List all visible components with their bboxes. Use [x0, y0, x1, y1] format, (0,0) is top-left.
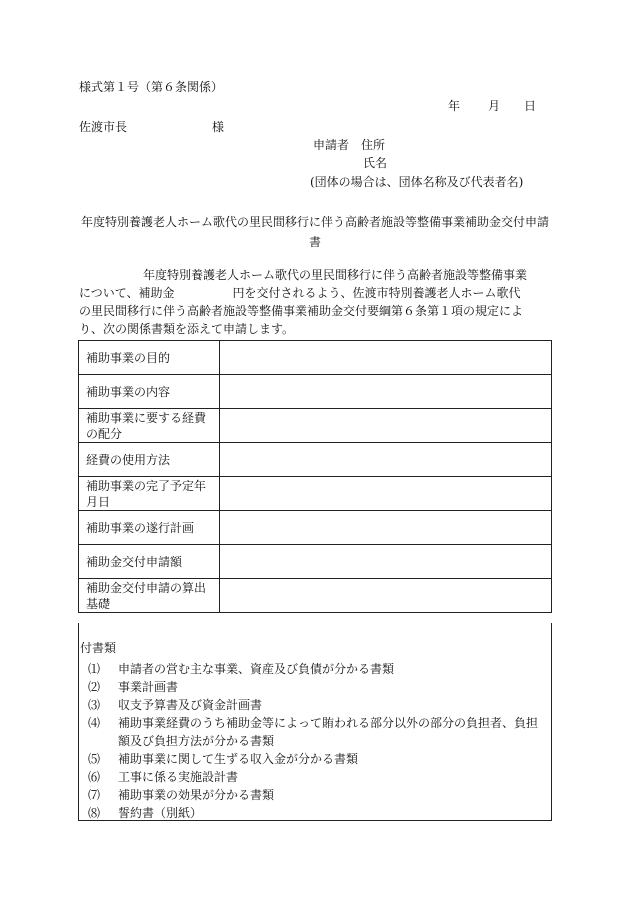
row-label: 補助事業の遂行計画	[79, 511, 220, 545]
form-number: 様式第１号（第６条関係）	[79, 80, 224, 94]
row-value-field[interactable]	[220, 341, 552, 375]
attachments-title: 付書類	[80, 641, 117, 655]
list-item	[88, 786, 548, 804]
item-text: 補助事業に関して生ずる収入金が分かる書類	[118, 752, 359, 766]
table-row	[79, 579, 552, 613]
item-number: ⑶	[88, 698, 101, 712]
item-number: ⑻	[88, 806, 101, 820]
row-value-field[interactable]	[220, 477, 552, 511]
row-value-field[interactable]	[220, 375, 552, 409]
item-text: 誓約書（別紙）	[118, 806, 203, 820]
application-items-table	[78, 340, 552, 613]
list-item	[88, 696, 548, 714]
addressee-honorific: 様	[212, 120, 225, 134]
list-item	[88, 768, 548, 786]
table-row	[79, 409, 552, 443]
row-value-field[interactable]	[220, 511, 552, 545]
row-label: 補助金交付申請額	[79, 545, 220, 579]
row-value-field[interactable]	[220, 409, 552, 443]
list-item	[88, 678, 548, 696]
table-row	[79, 443, 552, 477]
row-value-field[interactable]	[220, 443, 552, 477]
applicant-address-label: 住所	[361, 138, 386, 152]
row-label: 補助金交付申請の算出基礎	[79, 579, 220, 613]
addressee	[79, 120, 225, 134]
item-text: 工事に係る実施設計書	[118, 770, 239, 784]
item-number: ⑸	[88, 752, 101, 766]
table-row	[79, 545, 552, 579]
list-item	[88, 804, 548, 822]
table-row	[79, 477, 552, 511]
body-line-3: の里民間移行に伴う高齢者施設等整備事業補助金交付要綱第６条第１項の規定によ	[79, 304, 524, 318]
list-item	[88, 750, 548, 768]
date-line	[448, 100, 536, 112]
item-text: 補助事業経費のうち補助金等によって賄われる部分以外の部分の負担者、負担額及び負担方法が分かる書類	[118, 716, 539, 748]
row-value-field[interactable]	[220, 545, 552, 579]
item-text: 事業計画書	[118, 680, 179, 694]
date-day: 日	[524, 99, 537, 113]
table-row	[79, 375, 552, 409]
row-label: 経費の使用方法	[79, 443, 220, 477]
body-line-2	[79, 287, 521, 299]
applicant-note: (団体の場合は、団体名称及び代表者名)	[310, 175, 524, 189]
body-line-1: 年度特別養護老人ホーム歌代の里民間移行に伴う高齢者施設等整備事業	[143, 268, 528, 282]
addressee-name: 佐渡市長	[79, 120, 128, 134]
item-number: ⑴	[88, 662, 101, 676]
document-title: 年度特別養護老人ホーム歌代の里民間移行に伴う高齢者施設等整備事業補助金交付申請書	[80, 215, 549, 249]
item-number: ⑺	[88, 788, 101, 802]
item-number: ⑷	[88, 716, 101, 730]
row-label: 補助事業に要する経費の配分	[79, 409, 220, 443]
table-row	[79, 341, 552, 375]
applicant-name-label: 氏名	[363, 156, 388, 170]
attachments-box	[78, 623, 552, 821]
body-line-2-b: 円を交付されるよう、佐渡市特別養護老人ホーム歌代	[232, 286, 521, 300]
item-text: 収支予算書及び資金計画書	[118, 698, 263, 712]
date-month: 月	[488, 99, 501, 113]
list-item	[88, 660, 548, 678]
body-line-4: り、次の関係書類を添えて申請します。	[79, 322, 295, 336]
row-label: 補助事業の完了予定年月日	[79, 477, 220, 511]
date-year: 年	[448, 99, 461, 113]
list-item	[88, 714, 548, 750]
item-text: 申請者の営む主な事業、資産及び負債が分かる書類	[118, 662, 395, 676]
item-number: ⑵	[88, 680, 101, 694]
applicant-address-line	[313, 139, 385, 151]
applicant-label: 申請者	[313, 138, 350, 152]
item-number: ⑹	[88, 770, 101, 784]
item-text: 補助事業の効果が分かる書類	[118, 788, 275, 802]
body-line-2-a: について、補助金	[79, 286, 175, 300]
row-value-field[interactable]	[220, 579, 552, 613]
table-row	[79, 511, 552, 545]
row-label: 補助事業の内容	[79, 375, 220, 409]
row-label: 補助事業の目的	[79, 341, 220, 375]
attachments-list	[88, 660, 548, 822]
